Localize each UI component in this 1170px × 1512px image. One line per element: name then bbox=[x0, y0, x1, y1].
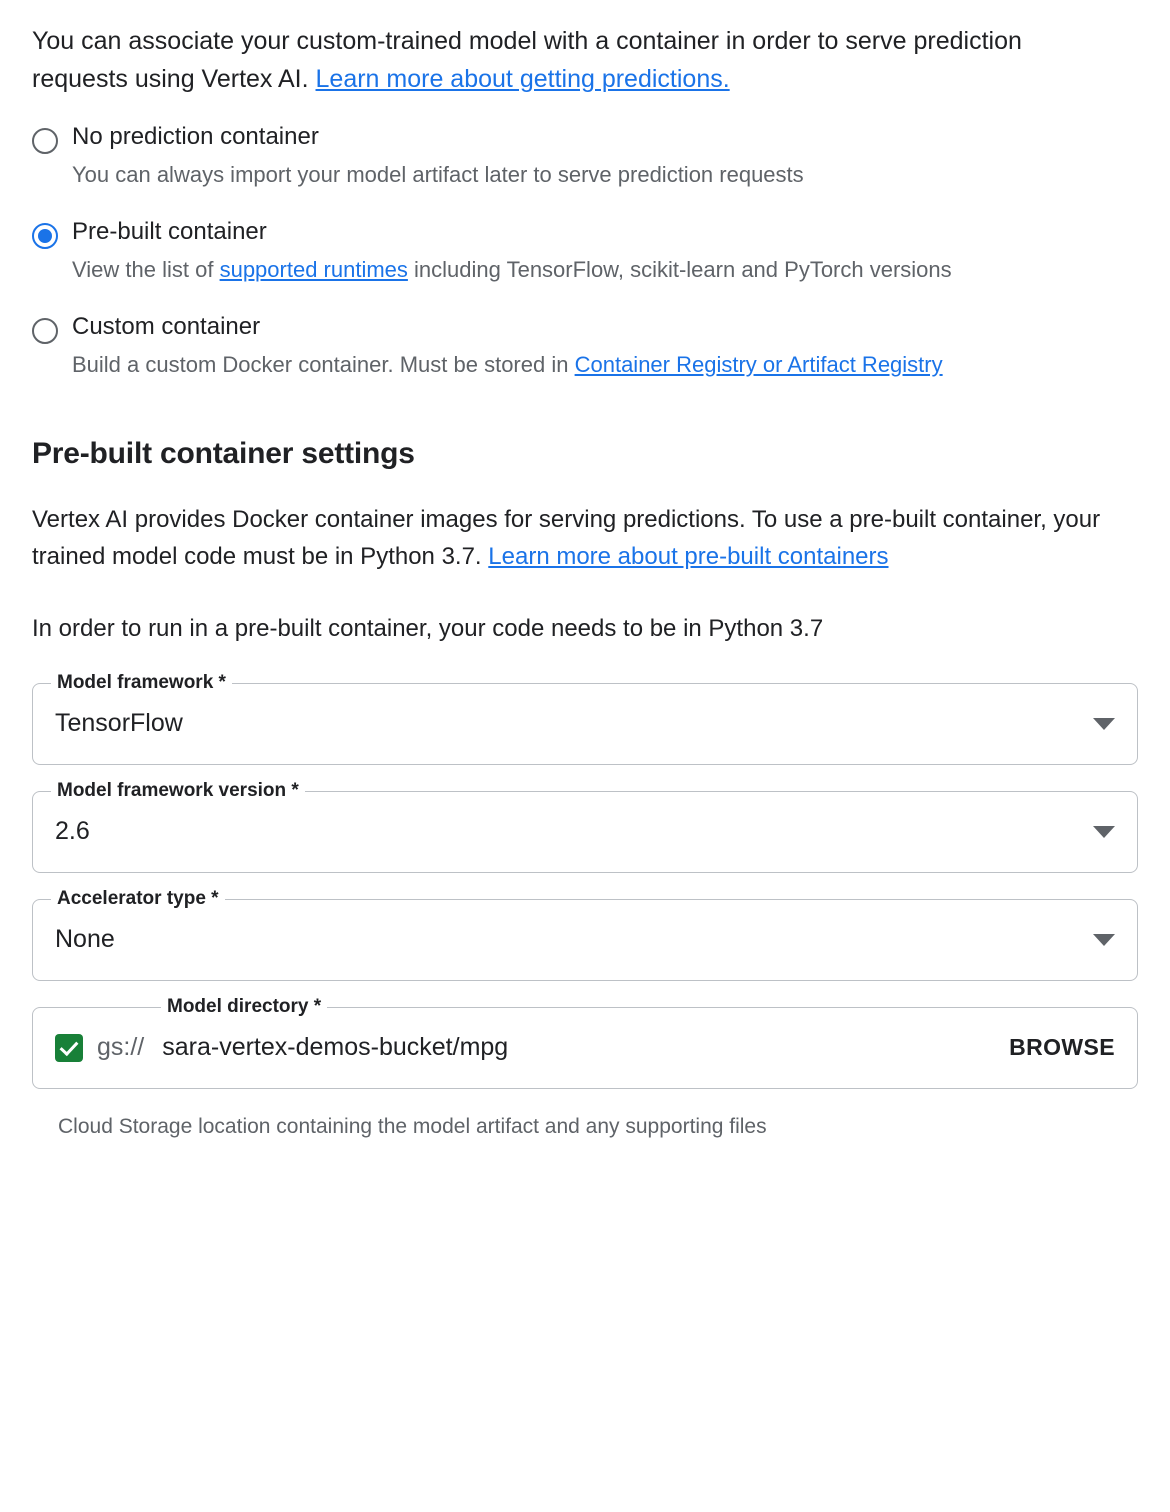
accelerator-type-label: Accelerator type * bbox=[51, 888, 225, 910]
section-title: Pre-built container settings bbox=[32, 436, 415, 470]
model-framework-value: TensorFlow bbox=[55, 709, 183, 738]
checkmark-icon bbox=[55, 1034, 83, 1062]
radio-option-pre-built-container[interactable] bbox=[32, 217, 1138, 286]
supported-runtimes-link[interactable]: supported runtimes bbox=[219, 256, 408, 282]
radio-icon-no-prediction-container[interactable] bbox=[32, 128, 58, 154]
radio-text-block bbox=[72, 312, 1138, 381]
python-version-note: In order to run in a pre-built container, your code needs to be in Python 3.7 bbox=[32, 614, 824, 642]
model-directory-label: Model directory * bbox=[161, 996, 327, 1018]
model-framework-version-select[interactable] bbox=[32, 779, 1138, 873]
settings-description-text: Vertex AI provides Docker container images for serving predictions. To use a pre-built container, your trained model code must be in Python 3.7. bbox=[32, 505, 1101, 571]
model-directory-input[interactable] bbox=[32, 995, 1138, 1089]
chevron-down-icon[interactable] bbox=[1093, 826, 1115, 838]
accelerator-type-value: None bbox=[55, 925, 115, 954]
model-framework-select[interactable] bbox=[32, 671, 1138, 765]
intro-paragraph bbox=[32, 22, 1082, 98]
learn-more-predictions-link[interactable]: Learn more about getting predictions. bbox=[315, 65, 730, 93]
radio-option-custom-container[interactable] bbox=[32, 312, 1138, 381]
radio-desc-prefix: Build a custom Docker container. Must be stored in bbox=[72, 351, 569, 377]
radio-desc-no-prediction-container: You can always import your model artifact later to serve prediction requests bbox=[72, 162, 804, 187]
radio-text-block bbox=[72, 217, 1138, 286]
radio-control-wrapper bbox=[32, 122, 72, 154]
radio-text-block bbox=[72, 122, 1138, 191]
radio-control-wrapper bbox=[32, 217, 72, 249]
model-directory-helper-text: Cloud Storage location containing the model artifact and any supporting files bbox=[58, 1114, 767, 1138]
container-registry-link[interactable]: Container Registry or Artifact Registry bbox=[574, 351, 943, 377]
model-directory-value[interactable]: sara-vertex-demos-bucket/mpg bbox=[162, 1033, 509, 1062]
radio-label-no-prediction-container: No prediction container bbox=[72, 123, 319, 150]
accelerator-type-select[interactable] bbox=[32, 887, 1138, 981]
chevron-down-icon[interactable] bbox=[1093, 718, 1115, 730]
model-framework-version-value: 2.6 bbox=[55, 817, 90, 846]
model-framework-version-label: Model framework version * bbox=[51, 780, 305, 802]
radio-label-pre-built-container: Pre-built container bbox=[72, 217, 267, 245]
radio-icon-pre-built-container[interactable] bbox=[32, 223, 58, 249]
model-framework-label: Model framework * bbox=[51, 672, 232, 694]
intro-text: You can associate your custom-trained model with a container in order to serve prediction requests using Vertex AI. bbox=[32, 27, 1022, 93]
settings-description bbox=[32, 501, 1122, 576]
radio-desc-custom-container bbox=[72, 349, 1132, 381]
radio-label-custom-container: Custom container bbox=[72, 312, 261, 340]
container-type-radio-group bbox=[32, 122, 1138, 381]
radio-icon-custom-container[interactable] bbox=[32, 318, 58, 344]
radio-desc-prefix: View the list of bbox=[72, 256, 214, 282]
radio-control-wrapper bbox=[32, 312, 72, 344]
chevron-down-icon[interactable] bbox=[1093, 934, 1115, 946]
radio-desc-suffix: including TensorFlow, scikit-learn and PyTorch versions bbox=[414, 256, 952, 282]
gs-prefix-label: gs:// bbox=[97, 1033, 145, 1062]
radio-option-no-prediction-container[interactable] bbox=[32, 122, 1138, 191]
browse-button[interactable]: BROWSE bbox=[1009, 1034, 1115, 1061]
learn-more-pre-built-containers-link[interactable]: Learn more about pre-built containers bbox=[488, 543, 889, 571]
radio-desc-pre-built-container bbox=[72, 254, 1132, 286]
